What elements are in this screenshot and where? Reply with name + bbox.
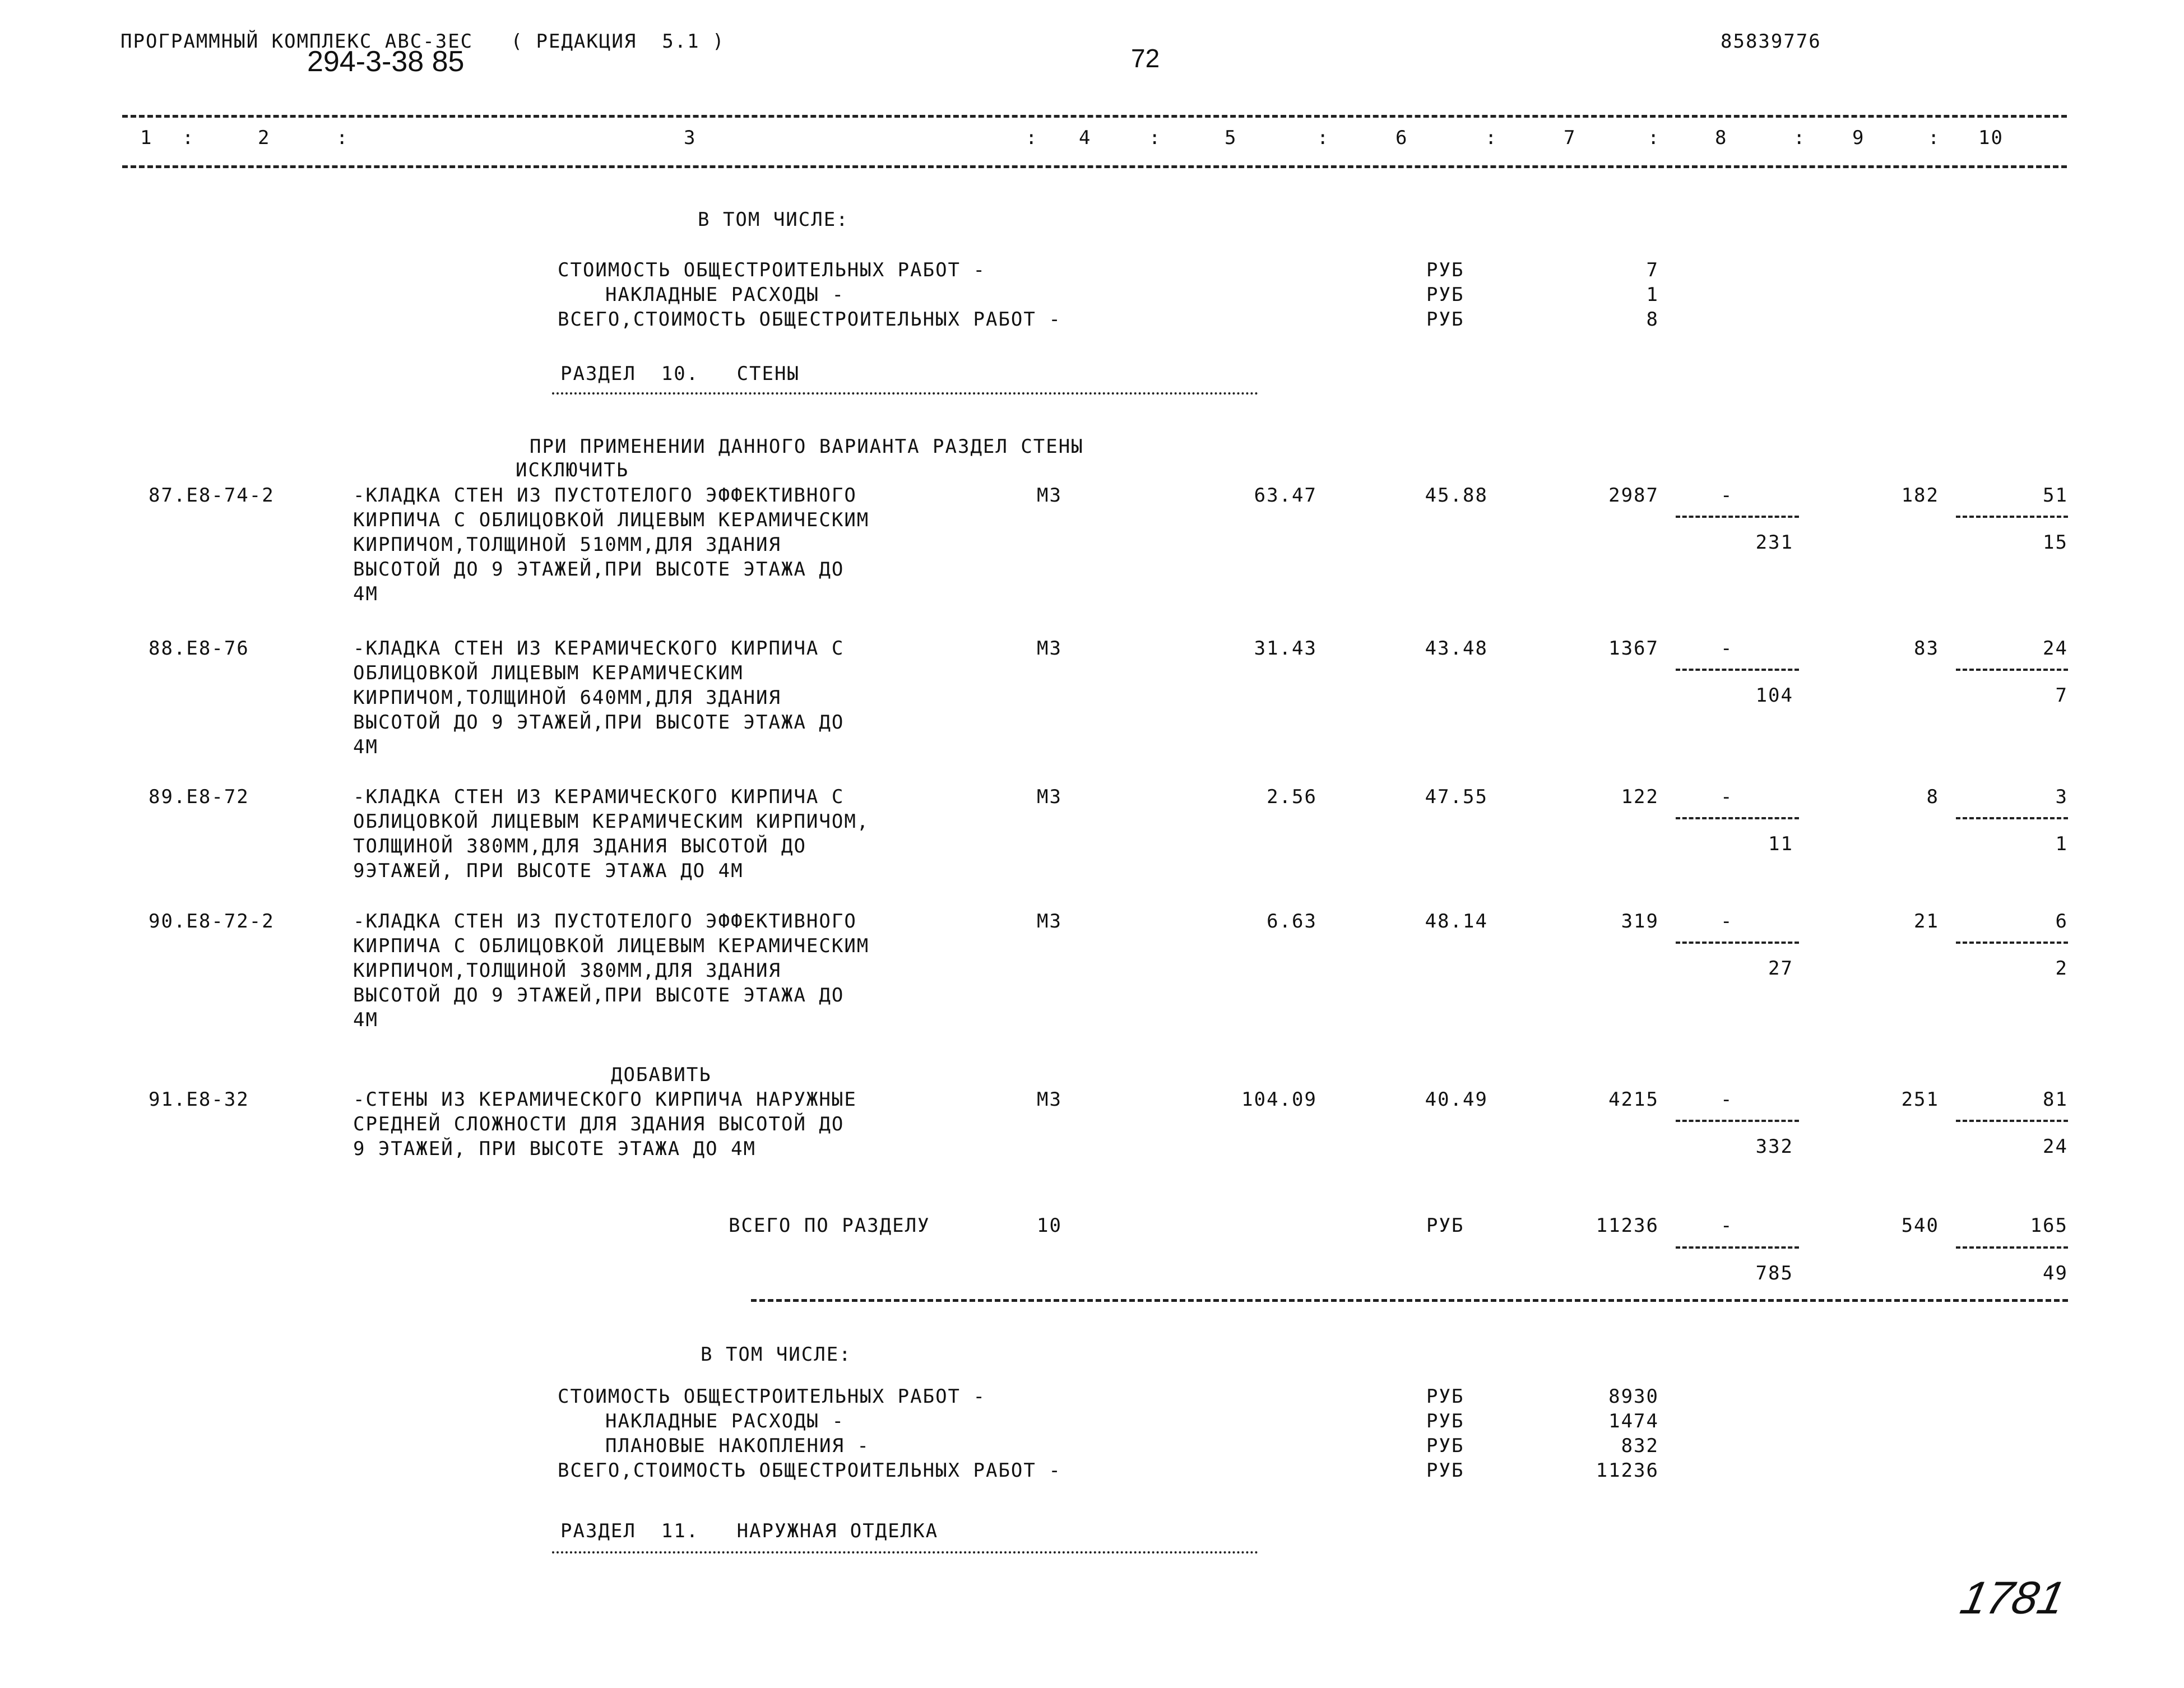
item-col10-bottom: 2 bbox=[2055, 957, 2068, 980]
column-header-1: 1 bbox=[140, 127, 153, 149]
item-description-line: СРЕДНЕЙ СЛОЖНОСТИ ДЛЯ ЗДАНИЯ ВЫСОТОЙ ДО bbox=[353, 1113, 845, 1135]
summary-value: 11236 bbox=[1596, 1459, 1659, 1482]
item-col8-divider bbox=[1676, 669, 1799, 671]
item-unit-price: 43.48 bbox=[1425, 637, 1488, 660]
item-description-line: ВЫСОТОЙ ДО 9 ЭТАЖЕЙ,ПРИ ВЫСОТЕ ЭТАЖА ДО bbox=[353, 558, 845, 581]
item-prefix-note: ДОБАВИТЬ bbox=[611, 1064, 712, 1086]
item-description-line: -КЛАДКА СТЕН ИЗ ПУСТОТЕЛОГО ЭФФЕКТИВНОГО bbox=[353, 910, 857, 933]
s10-total-c8-top: - bbox=[1721, 1214, 1733, 1237]
item-description-line: 4М bbox=[353, 736, 378, 758]
item-quantity: 2.56 bbox=[1267, 786, 1317, 808]
item-quantity: 31.43 bbox=[1254, 637, 1317, 660]
s11-title: РАЗДЕЛ 11. НАРУЖНАЯ ОТДЕЛКА bbox=[560, 1520, 939, 1542]
item-col10-top: 6 bbox=[2055, 910, 2068, 933]
summary-label: НАКЛАДНЫЕ РАСХОДЫ - bbox=[605, 1410, 845, 1432]
item-description-line: КИРПИЧОМ,ТОЛЩИНОЙ 380ММ,ДЛЯ ЗДАНИЯ bbox=[353, 959, 781, 982]
summary-value: 8 bbox=[1646, 308, 1659, 331]
summary-unit: РУБ bbox=[1426, 284, 1464, 306]
item-code: 87.Е8-74-2 bbox=[149, 484, 275, 507]
item-col8-bottom: 332 bbox=[1755, 1135, 1793, 1158]
item-col10-divider bbox=[1956, 942, 2068, 944]
item-description-line: КИРПИЧОМ,ТОЛЩИНОЙ 510ММ,ДЛЯ ЗДАНИЯ bbox=[353, 534, 781, 556]
item-col8-bottom: 104 bbox=[1755, 684, 1793, 707]
item-col8-bottom: 231 bbox=[1755, 531, 1793, 554]
header-rule-bottom bbox=[122, 165, 2067, 168]
column-separator: : bbox=[336, 127, 349, 149]
s11-title-underline bbox=[552, 1551, 1258, 1553]
item-total: 122 bbox=[1621, 786, 1659, 808]
s10-total-c10-bottom: 49 bbox=[2043, 1262, 2068, 1284]
item-description-line: КИРПИЧА С ОБЛИЦОВКОЙ ЛИЦЕВЫМ КЕРАМИЧЕСКИМ bbox=[353, 935, 870, 957]
item-description-line: 9 ЭТАЖЕЙ, ПРИ ВЫСОТЕ ЭТАЖА ДО 4М bbox=[353, 1138, 757, 1160]
summary-label: ВСЕГО,СТОИМОСТЬ ОБЩЕСТРОИТЕЛЬНЫХ РАБОТ - bbox=[558, 308, 1061, 331]
item-unit: М3 bbox=[1037, 786, 1062, 808]
summary-unit: РУБ bbox=[1426, 1385, 1464, 1408]
item-col10-top: 3 bbox=[2055, 786, 2068, 808]
item-col9: 182 bbox=[1901, 484, 1939, 507]
s10-note-line1: ПРИ ПРИМЕНЕНИИ ДАННОГО ВАРИАНТА РАЗДЕЛ СТЕНЫ bbox=[530, 435, 1084, 458]
summary-label: СТОИМОСТЬ ОБЩЕСТРОИТЕЛЬНЫХ РАБОТ - bbox=[558, 259, 986, 281]
item-col9: 8 bbox=[1926, 786, 1939, 808]
s10-summary-heading: В ТОМ ЧИСЛЕ: bbox=[701, 1343, 852, 1366]
column-header-9: 9 bbox=[1852, 127, 1865, 149]
s10-note-line2: ИСКЛЮЧИТЬ bbox=[516, 459, 629, 481]
item-total: 1367 bbox=[1608, 637, 1659, 660]
column-header-5: 5 bbox=[1225, 127, 1237, 149]
item-description-line: -КЛАДКА СТЕН ИЗ КЕРАМИЧЕСКОГО КИРПИЧА С bbox=[353, 637, 845, 660]
item-description-line: ВЫСОТОЙ ДО 9 ЭТАЖЕЙ,ПРИ ВЫСОТЕ ЭТАЖА ДО bbox=[353, 711, 845, 734]
s10-total-c9: 540 bbox=[1901, 1214, 1939, 1237]
handwritten-page-number: 1781 bbox=[1956, 1573, 2070, 1624]
s10-title-underline bbox=[552, 392, 1258, 395]
item-col10-divider bbox=[1956, 817, 2068, 819]
item-unit-price: 45.88 bbox=[1425, 484, 1488, 507]
summary-value: 1474 bbox=[1608, 1410, 1659, 1432]
s10-total-c10-top: 165 bbox=[2030, 1214, 2068, 1237]
item-total: 2987 bbox=[1608, 484, 1659, 507]
s10-total-section: 10 bbox=[1037, 1214, 1062, 1237]
item-unit: М3 bbox=[1037, 910, 1062, 933]
column-separator: : bbox=[182, 127, 195, 149]
summary-value: 832 bbox=[1621, 1435, 1659, 1457]
item-description-line: ОБЛИЦОВКОЙ ЛИЦЕВЫМ КЕРАМИЧЕСКИМ bbox=[353, 662, 744, 684]
summary-label: ПЛАНОВЫЕ НАКОПЛЕНИЯ - bbox=[605, 1435, 870, 1457]
item-code: 88.Е8-76 bbox=[149, 637, 249, 660]
item-col8-divider bbox=[1676, 516, 1799, 518]
item-col10-top: 51 bbox=[2043, 484, 2068, 507]
summary-label: ВСЕГО,СТОИМОСТЬ ОБЩЕСТРОИТЕЛЬНЫХ РАБОТ - bbox=[558, 1459, 1061, 1482]
s10-total-rule bbox=[751, 1299, 2068, 1302]
item-col10-top: 81 bbox=[2043, 1088, 2068, 1111]
item-col8-divider bbox=[1676, 817, 1799, 819]
s10-total-unit: РУБ bbox=[1426, 1214, 1464, 1237]
column-separator: : bbox=[1026, 127, 1038, 149]
item-col10-divider bbox=[1956, 1120, 2068, 1122]
item-col8-top: - bbox=[1721, 910, 1733, 933]
s10-total-amount: 11236 bbox=[1596, 1214, 1659, 1237]
item-unit: М3 bbox=[1037, 637, 1062, 660]
item-quantity: 6.63 bbox=[1267, 910, 1317, 933]
program-title: ПРОГРАММНЫЙ КОМПЛЕКС АВС-ЗЕС ( РЕДАКЦИЯ 5.1 ) bbox=[120, 30, 725, 53]
item-col10-divider bbox=[1956, 669, 2068, 671]
summary-label: НАКЛАДНЫЕ РАСХОДЫ - bbox=[605, 284, 845, 306]
item-unit: М3 bbox=[1037, 484, 1062, 507]
item-unit-price: 47.55 bbox=[1425, 786, 1488, 808]
item-unit-price: 40.49 bbox=[1425, 1088, 1488, 1111]
item-code: 91.Е8-32 bbox=[149, 1088, 249, 1111]
summary-unit: РУБ bbox=[1426, 1410, 1464, 1432]
summary-value: 8930 bbox=[1608, 1385, 1659, 1408]
column-header-6: 6 bbox=[1395, 127, 1408, 149]
item-description-line: 4М bbox=[353, 1009, 378, 1031]
column-separator: : bbox=[1317, 127, 1330, 149]
item-col10-bottom: 24 bbox=[2043, 1135, 2068, 1158]
item-description-line: КИРПИЧА С ОБЛИЦОВКОЙ ЛИЦЕВЫМ КЕРАМИЧЕСКИМ bbox=[353, 509, 870, 531]
column-header-10: 10 bbox=[1978, 127, 2004, 149]
item-col9: 21 bbox=[1914, 910, 1939, 933]
s10-total-c8-divider bbox=[1676, 1246, 1799, 1249]
item-description-line: КИРПИЧОМ,ТОЛЩИНОЙ 640ММ,ДЛЯ ЗДАНИЯ bbox=[353, 687, 781, 709]
item-unit-price: 48.14 bbox=[1425, 910, 1488, 933]
item-col8-bottom: 27 bbox=[1768, 957, 1793, 980]
item-col10-top: 24 bbox=[2043, 637, 2068, 660]
summary-unit: РУБ bbox=[1426, 308, 1464, 331]
page-number: 72 bbox=[1131, 44, 1160, 73]
item-total: 4215 bbox=[1608, 1088, 1659, 1111]
summary-label: СТОИМОСТЬ ОБЩЕСТРОИТЕЛЬНЫХ РАБОТ - bbox=[558, 1385, 986, 1408]
column-separator: : bbox=[1793, 127, 1806, 149]
item-quantity: 104.09 bbox=[1241, 1088, 1317, 1111]
column-header-7: 7 bbox=[1564, 127, 1576, 149]
column-separator: : bbox=[1149, 127, 1162, 149]
s9-summary-heading: В ТОМ ЧИСЛЕ: bbox=[698, 208, 849, 231]
header-rule-top bbox=[122, 115, 2067, 118]
item-description-line: 4М bbox=[353, 583, 378, 605]
item-code: 90.Е8-72-2 bbox=[149, 910, 275, 933]
column-header-8: 8 bbox=[1715, 127, 1728, 149]
item-description-line: -КЛАДКА СТЕН ИЗ КЕРАМИЧЕСКОГО КИРПИЧА С bbox=[353, 786, 845, 808]
item-col10-bottom: 15 bbox=[2043, 531, 2068, 554]
item-description-line: ОБЛИЦОВКОЙ ЛИЦЕВЫМ КЕРАМИЧЕСКИМ КИРПИЧОМ, bbox=[353, 810, 870, 833]
column-separator: : bbox=[1648, 127, 1661, 149]
item-description-line: 9ЭТАЖЕЙ, ПРИ ВЫСОТЕ ЭТАЖА ДО 4М bbox=[353, 860, 744, 882]
s10-total-c8-bottom: 785 bbox=[1755, 1262, 1793, 1284]
item-col8-top: - bbox=[1721, 786, 1733, 808]
item-unit: М3 bbox=[1037, 1088, 1062, 1111]
item-description-line: -КЛАДКА СТЕН ИЗ ПУСТОТЕЛОГО ЭФФЕКТИВНОГО bbox=[353, 484, 857, 507]
column-separator: : bbox=[1928, 127, 1941, 149]
summary-unit: РУБ bbox=[1426, 259, 1464, 281]
s10-total-c10-divider bbox=[1956, 1246, 2068, 1249]
s10-title: РАЗДЕЛ 10. СТЕНЫ bbox=[560, 363, 800, 385]
item-col10-bottom: 7 bbox=[2055, 684, 2068, 707]
item-col8-top: - bbox=[1721, 637, 1733, 660]
summary-unit: РУБ bbox=[1426, 1435, 1464, 1457]
item-col10-divider bbox=[1956, 516, 2068, 518]
item-col8-top: - bbox=[1721, 1088, 1733, 1111]
document-number: 294-3-38 85 bbox=[307, 45, 465, 78]
item-col8-divider bbox=[1676, 1120, 1799, 1122]
item-col8-bottom: 11 bbox=[1768, 833, 1793, 855]
item-col9: 251 bbox=[1901, 1088, 1939, 1111]
column-separator: : bbox=[1485, 127, 1498, 149]
item-total: 319 bbox=[1621, 910, 1659, 933]
item-description-line: ВЫСОТОЙ ДО 9 ЭТАЖЕЙ,ПРИ ВЫСОТЕ ЭТАЖА ДО bbox=[353, 984, 845, 1007]
summary-unit: РУБ bbox=[1426, 1459, 1464, 1482]
document-code: 85839776 bbox=[1721, 30, 1821, 53]
column-header-2: 2 bbox=[258, 127, 271, 149]
s10-total-label: ВСЕГО ПО РАЗДЕЛУ bbox=[729, 1214, 930, 1237]
item-quantity: 63.47 bbox=[1254, 484, 1317, 507]
column-header-3: 3 bbox=[684, 127, 697, 149]
item-col8-divider bbox=[1676, 942, 1799, 944]
item-col8-top: - bbox=[1721, 484, 1733, 507]
summary-value: 1 bbox=[1646, 284, 1659, 306]
item-description-line: -СТЕНЫ ИЗ КЕРАМИЧЕСКОГО КИРПИЧА НАРУЖНЫЕ bbox=[353, 1088, 857, 1111]
column-header-4: 4 bbox=[1079, 127, 1092, 149]
item-col9: 83 bbox=[1914, 637, 1939, 660]
item-col10-bottom: 1 bbox=[2055, 833, 2068, 855]
summary-value: 7 bbox=[1646, 259, 1659, 281]
item-description-line: ТОЛЩИНОЙ 380ММ,ДЛЯ ЗДАНИЯ ВЫСОТОЙ ДО bbox=[353, 835, 806, 857]
item-code: 89.Е8-72 bbox=[149, 786, 249, 808]
